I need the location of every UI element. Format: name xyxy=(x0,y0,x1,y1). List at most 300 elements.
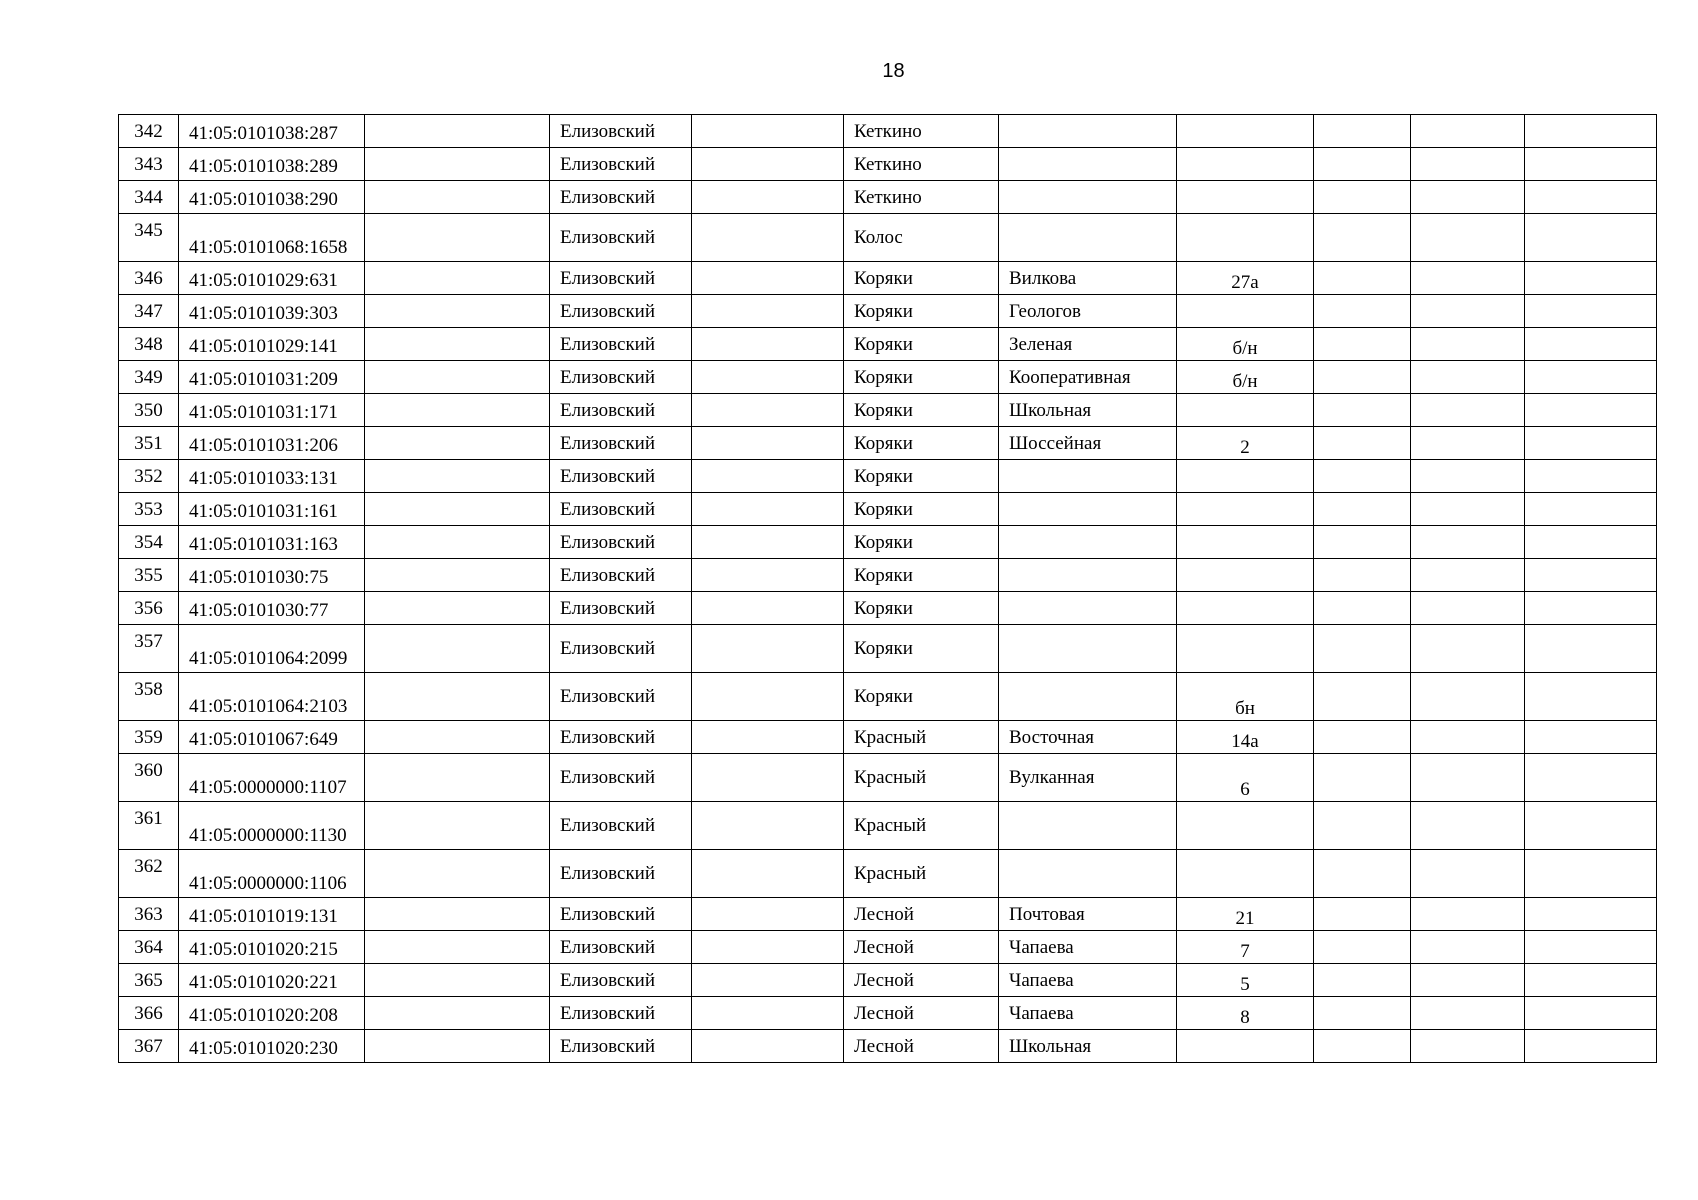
settlement-cell: Красный xyxy=(844,721,999,754)
empty-cell xyxy=(1314,295,1411,328)
row-number-cell: 342 xyxy=(119,115,179,148)
empty-cell xyxy=(1411,262,1525,295)
settlement-cell: Кеткино xyxy=(844,148,999,181)
empty-cell xyxy=(1411,1030,1525,1063)
empty-cell xyxy=(1525,493,1657,526)
cadastral-number-cell: 41:05:0101038:287 xyxy=(179,115,365,148)
empty-cell xyxy=(365,427,550,460)
empty-cell xyxy=(1525,361,1657,394)
table-row xyxy=(119,850,1657,898)
house-number-cell: б/н xyxy=(1177,328,1314,361)
empty-cell xyxy=(692,214,844,262)
settlement-cell: Коряки xyxy=(844,493,999,526)
empty-cell xyxy=(692,559,844,592)
empty-cell xyxy=(1525,997,1657,1030)
empty-cell xyxy=(1314,214,1411,262)
empty-cell xyxy=(1411,802,1525,850)
row-number-cell: 350 xyxy=(119,394,179,427)
row-number-cell: 352 xyxy=(119,460,179,493)
empty-cell xyxy=(692,625,844,673)
house-number-cell xyxy=(1177,493,1314,526)
street-cell: Школьная xyxy=(999,394,1177,427)
empty-cell xyxy=(692,673,844,721)
cadastral-number-cell: 41:05:0000000:1130 xyxy=(179,802,365,850)
street-cell: Шоссейная xyxy=(999,427,1177,460)
empty-cell xyxy=(1314,181,1411,214)
registry-table-body xyxy=(119,115,1657,1063)
empty-cell xyxy=(1525,559,1657,592)
district-cell: Елизовский xyxy=(550,802,692,850)
district-cell: Елизовский xyxy=(550,754,692,802)
empty-cell xyxy=(1525,328,1657,361)
settlement-cell: Коряки xyxy=(844,625,999,673)
table-row xyxy=(119,997,1657,1030)
table-row xyxy=(119,181,1657,214)
empty-cell xyxy=(1525,526,1657,559)
district-cell: Елизовский xyxy=(550,850,692,898)
row-number-cell: 345 xyxy=(119,214,179,262)
street-cell xyxy=(999,526,1177,559)
house-number-cell: 27а xyxy=(1177,262,1314,295)
table-row xyxy=(119,526,1657,559)
empty-cell xyxy=(1314,802,1411,850)
street-cell xyxy=(999,181,1177,214)
settlement-cell: Коряки xyxy=(844,427,999,460)
table-row xyxy=(119,361,1657,394)
empty-cell xyxy=(1525,964,1657,997)
empty-cell xyxy=(1525,625,1657,673)
settlement-cell: Красный xyxy=(844,802,999,850)
street-cell xyxy=(999,493,1177,526)
district-cell: Елизовский xyxy=(550,115,692,148)
row-number-cell: 357 xyxy=(119,625,179,673)
row-number-cell: 343 xyxy=(119,148,179,181)
table-row xyxy=(119,964,1657,997)
empty-cell xyxy=(692,997,844,1030)
empty-cell xyxy=(692,181,844,214)
settlement-cell: Лесной xyxy=(844,964,999,997)
empty-cell xyxy=(1314,526,1411,559)
empty-cell xyxy=(692,115,844,148)
settlement-cell: Кеткино xyxy=(844,181,999,214)
settlement-cell: Лесной xyxy=(844,997,999,1030)
empty-cell xyxy=(1525,721,1657,754)
settlement-cell: Коряки xyxy=(844,526,999,559)
empty-cell xyxy=(1525,754,1657,802)
empty-cell xyxy=(692,427,844,460)
empty-cell xyxy=(1411,427,1525,460)
row-number-cell: 356 xyxy=(119,592,179,625)
row-number-cell: 344 xyxy=(119,181,179,214)
house-number-cell: б/н xyxy=(1177,361,1314,394)
empty-cell xyxy=(365,592,550,625)
settlement-cell: Кеткино xyxy=(844,115,999,148)
empty-cell xyxy=(365,115,550,148)
settlement-cell: Колос xyxy=(844,214,999,262)
cadastral-number-cell: 41:05:0101020:221 xyxy=(179,964,365,997)
cadastral-number-cell: 41:05:0101031:209 xyxy=(179,361,365,394)
empty-cell xyxy=(1314,898,1411,931)
street-cell xyxy=(999,673,1177,721)
empty-cell xyxy=(1525,1030,1657,1063)
settlement-cell: Коряки xyxy=(844,328,999,361)
empty-cell xyxy=(365,673,550,721)
settlement-cell: Коряки xyxy=(844,295,999,328)
street-cell: Чапаева xyxy=(999,997,1177,1030)
empty-cell xyxy=(1314,262,1411,295)
empty-cell xyxy=(1314,493,1411,526)
district-cell: Елизовский xyxy=(550,181,692,214)
table-row xyxy=(119,460,1657,493)
empty-cell xyxy=(692,394,844,427)
table-row xyxy=(119,328,1657,361)
district-cell: Елизовский xyxy=(550,997,692,1030)
settlement-cell: Коряки xyxy=(844,460,999,493)
empty-cell xyxy=(365,262,550,295)
house-number-cell xyxy=(1177,592,1314,625)
street-cell xyxy=(999,214,1177,262)
empty-cell xyxy=(365,394,550,427)
house-number-cell: 8 xyxy=(1177,997,1314,1030)
house-number-cell xyxy=(1177,394,1314,427)
empty-cell xyxy=(1525,931,1657,964)
settlement-cell: Коряки xyxy=(844,361,999,394)
cadastral-number-cell: 41:05:0101064:2103 xyxy=(179,673,365,721)
empty-cell xyxy=(1314,148,1411,181)
street-cell: Зеленая xyxy=(999,328,1177,361)
table-row xyxy=(119,427,1657,460)
empty-cell xyxy=(1411,754,1525,802)
empty-cell xyxy=(1411,460,1525,493)
house-number-cell: 21 xyxy=(1177,898,1314,931)
house-number-cell xyxy=(1177,526,1314,559)
district-cell: Елизовский xyxy=(550,295,692,328)
empty-cell xyxy=(1314,625,1411,673)
empty-cell xyxy=(692,592,844,625)
cadastral-number-cell: 41:05:0101031:163 xyxy=(179,526,365,559)
empty-cell xyxy=(1314,1030,1411,1063)
street-cell xyxy=(999,625,1177,673)
empty-cell xyxy=(692,262,844,295)
empty-cell xyxy=(1314,328,1411,361)
house-number-cell xyxy=(1177,802,1314,850)
empty-cell xyxy=(1411,148,1525,181)
cadastral-number-cell: 41:05:0000000:1106 xyxy=(179,850,365,898)
table-row xyxy=(119,214,1657,262)
street-cell: Восточная xyxy=(999,721,1177,754)
row-number-cell: 346 xyxy=(119,262,179,295)
cadastral-number-cell: 41:05:0101020:208 xyxy=(179,997,365,1030)
street-cell xyxy=(999,148,1177,181)
empty-cell xyxy=(1411,328,1525,361)
empty-cell xyxy=(1525,427,1657,460)
house-number-cell xyxy=(1177,214,1314,262)
empty-cell xyxy=(1314,460,1411,493)
row-number-cell: 355 xyxy=(119,559,179,592)
empty-cell xyxy=(1314,394,1411,427)
house-number-cell xyxy=(1177,625,1314,673)
district-cell: Елизовский xyxy=(550,625,692,673)
empty-cell xyxy=(1314,754,1411,802)
empty-cell xyxy=(1314,427,1411,460)
empty-cell xyxy=(692,1030,844,1063)
street-cell: Кооперативная xyxy=(999,361,1177,394)
table-row xyxy=(119,721,1657,754)
street-cell xyxy=(999,592,1177,625)
district-cell: Елизовский xyxy=(550,898,692,931)
empty-cell xyxy=(692,850,844,898)
empty-cell xyxy=(1525,394,1657,427)
street-cell: Чапаева xyxy=(999,931,1177,964)
table-row xyxy=(119,898,1657,931)
empty-cell xyxy=(365,460,550,493)
cadastral-number-cell: 41:05:0101020:215 xyxy=(179,931,365,964)
empty-cell xyxy=(1314,850,1411,898)
empty-cell xyxy=(692,964,844,997)
empty-cell xyxy=(1525,802,1657,850)
empty-cell xyxy=(1411,493,1525,526)
empty-cell xyxy=(1411,850,1525,898)
row-number-cell: 364 xyxy=(119,931,179,964)
empty-cell xyxy=(365,1030,550,1063)
empty-cell xyxy=(1411,214,1525,262)
street-cell xyxy=(999,850,1177,898)
street-cell: Геологов xyxy=(999,295,1177,328)
house-number-cell: 6 xyxy=(1177,754,1314,802)
cadastral-number-cell: 41:05:0101031:161 xyxy=(179,493,365,526)
empty-cell xyxy=(1525,262,1657,295)
row-number-cell: 366 xyxy=(119,997,179,1030)
row-number-cell: 362 xyxy=(119,850,179,898)
empty-cell xyxy=(365,559,550,592)
empty-cell xyxy=(1525,673,1657,721)
table-row xyxy=(119,802,1657,850)
empty-cell xyxy=(365,721,550,754)
empty-cell xyxy=(1314,673,1411,721)
house-number-cell: 2 xyxy=(1177,427,1314,460)
row-number-cell: 367 xyxy=(119,1030,179,1063)
district-cell: Елизовский xyxy=(550,394,692,427)
cadastral-number-cell: 41:05:0101030:75 xyxy=(179,559,365,592)
table-row xyxy=(119,115,1657,148)
cadastral-number-cell: 41:05:0101038:290 xyxy=(179,181,365,214)
house-number-cell xyxy=(1177,181,1314,214)
settlement-cell: Коряки xyxy=(844,673,999,721)
empty-cell xyxy=(1411,394,1525,427)
page-number: 18 xyxy=(882,60,905,82)
district-cell: Елизовский xyxy=(550,148,692,181)
street-cell: Школьная xyxy=(999,1030,1177,1063)
row-number-cell: 354 xyxy=(119,526,179,559)
empty-cell xyxy=(692,361,844,394)
cadastral-number-cell: 41:05:0101020:230 xyxy=(179,1030,365,1063)
cadastral-number-cell: 41:05:0101031:171 xyxy=(179,394,365,427)
empty-cell xyxy=(1314,721,1411,754)
empty-cell xyxy=(365,181,550,214)
street-cell: Вулканная xyxy=(999,754,1177,802)
table-row xyxy=(119,394,1657,427)
empty-cell xyxy=(1525,460,1657,493)
settlement-cell: Коряки xyxy=(844,592,999,625)
row-number-cell: 360 xyxy=(119,754,179,802)
empty-cell xyxy=(1411,115,1525,148)
empty-cell xyxy=(365,625,550,673)
house-number-cell: 14а xyxy=(1177,721,1314,754)
district-cell: Елизовский xyxy=(550,673,692,721)
settlement-cell: Красный xyxy=(844,754,999,802)
empty-cell xyxy=(1314,592,1411,625)
registry-table xyxy=(118,114,1657,1063)
empty-cell xyxy=(692,148,844,181)
table-row xyxy=(119,592,1657,625)
empty-cell xyxy=(1411,997,1525,1030)
empty-cell xyxy=(365,898,550,931)
district-cell: Елизовский xyxy=(550,1030,692,1063)
street-cell: Чапаева xyxy=(999,964,1177,997)
table-row xyxy=(119,148,1657,181)
house-number-cell xyxy=(1177,295,1314,328)
settlement-cell: Лесной xyxy=(844,931,999,964)
cadastral-number-cell: 41:05:0101068:1658 xyxy=(179,214,365,262)
district-cell: Елизовский xyxy=(550,361,692,394)
row-number-cell: 349 xyxy=(119,361,179,394)
empty-cell xyxy=(692,721,844,754)
empty-cell xyxy=(1525,850,1657,898)
empty-cell xyxy=(365,526,550,559)
empty-cell xyxy=(1314,997,1411,1030)
house-number-cell xyxy=(1177,559,1314,592)
house-number-cell: 5 xyxy=(1177,964,1314,997)
empty-cell xyxy=(365,493,550,526)
empty-cell xyxy=(1525,295,1657,328)
cadastral-number-cell: 41:05:0101030:77 xyxy=(179,592,365,625)
row-number-cell: 359 xyxy=(119,721,179,754)
district-cell: Елизовский xyxy=(550,214,692,262)
empty-cell xyxy=(365,964,550,997)
empty-cell xyxy=(692,526,844,559)
row-number-cell: 348 xyxy=(119,328,179,361)
empty-cell xyxy=(1314,115,1411,148)
table-row xyxy=(119,559,1657,592)
street-cell xyxy=(999,559,1177,592)
empty-cell xyxy=(1411,181,1525,214)
empty-cell xyxy=(692,754,844,802)
district-cell: Елизовский xyxy=(550,931,692,964)
empty-cell xyxy=(1314,931,1411,964)
empty-cell xyxy=(1411,295,1525,328)
table-row xyxy=(119,931,1657,964)
empty-cell xyxy=(692,460,844,493)
row-number-cell: 365 xyxy=(119,964,179,997)
empty-cell xyxy=(365,802,550,850)
empty-cell xyxy=(1314,964,1411,997)
empty-cell xyxy=(692,898,844,931)
settlement-cell: Коряки xyxy=(844,394,999,427)
row-number-cell: 347 xyxy=(119,295,179,328)
district-cell: Елизовский xyxy=(550,559,692,592)
district-cell: Елизовский xyxy=(550,427,692,460)
empty-cell xyxy=(365,361,550,394)
cadastral-number-cell: 41:05:0101064:2099 xyxy=(179,625,365,673)
empty-cell xyxy=(1525,115,1657,148)
empty-cell xyxy=(365,328,550,361)
district-cell: Елизовский xyxy=(550,493,692,526)
empty-cell xyxy=(692,493,844,526)
street-cell xyxy=(999,802,1177,850)
empty-cell xyxy=(1411,592,1525,625)
empty-cell xyxy=(365,931,550,964)
empty-cell xyxy=(365,148,550,181)
cadastral-number-cell: 41:05:0101038:289 xyxy=(179,148,365,181)
row-number-cell: 363 xyxy=(119,898,179,931)
empty-cell xyxy=(1525,214,1657,262)
district-cell: Елизовский xyxy=(550,526,692,559)
empty-cell xyxy=(365,754,550,802)
empty-cell xyxy=(1411,361,1525,394)
table-row xyxy=(119,673,1657,721)
house-number-cell xyxy=(1177,460,1314,493)
district-cell: Елизовский xyxy=(550,592,692,625)
empty-cell xyxy=(365,997,550,1030)
empty-cell xyxy=(692,931,844,964)
district-cell: Елизовский xyxy=(550,964,692,997)
district-cell: Елизовский xyxy=(550,328,692,361)
settlement-cell: Лесной xyxy=(844,898,999,931)
empty-cell xyxy=(1525,898,1657,931)
empty-cell xyxy=(1411,964,1525,997)
street-cell xyxy=(999,115,1177,148)
empty-cell xyxy=(1314,361,1411,394)
empty-cell xyxy=(1525,592,1657,625)
street-cell: Вилкова xyxy=(999,262,1177,295)
settlement-cell: Коряки xyxy=(844,559,999,592)
cadastral-number-cell: 41:05:0101029:631 xyxy=(179,262,365,295)
empty-cell xyxy=(1411,721,1525,754)
settlement-cell: Коряки xyxy=(844,262,999,295)
empty-cell xyxy=(365,850,550,898)
empty-cell xyxy=(1411,673,1525,721)
row-number-cell: 358 xyxy=(119,673,179,721)
district-cell: Елизовский xyxy=(550,721,692,754)
settlement-cell: Лесной xyxy=(844,1030,999,1063)
cadastral-number-cell: 41:05:0101029:141 xyxy=(179,328,365,361)
empty-cell xyxy=(692,802,844,850)
empty-cell xyxy=(1411,559,1525,592)
empty-cell xyxy=(1411,526,1525,559)
house-number-cell xyxy=(1177,148,1314,181)
empty-cell xyxy=(365,295,550,328)
settlement-cell: Красный xyxy=(844,850,999,898)
table-row xyxy=(119,493,1657,526)
cadastral-number-cell: 41:05:0101031:206 xyxy=(179,427,365,460)
cadastral-number-cell: 41:05:0101033:131 xyxy=(179,460,365,493)
empty-cell xyxy=(1411,898,1525,931)
empty-cell xyxy=(1525,148,1657,181)
cadastral-number-cell: 41:05:0101019:131 xyxy=(179,898,365,931)
empty-cell xyxy=(365,214,550,262)
district-cell: Елизовский xyxy=(550,262,692,295)
row-number-cell: 361 xyxy=(119,802,179,850)
empty-cell xyxy=(1314,559,1411,592)
cadastral-number-cell: 41:05:0101039:303 xyxy=(179,295,365,328)
empty-cell xyxy=(1411,931,1525,964)
table-row xyxy=(119,1030,1657,1063)
district-cell: Елизовский xyxy=(550,460,692,493)
empty-cell xyxy=(692,295,844,328)
house-number-cell xyxy=(1177,850,1314,898)
house-number-cell: бн xyxy=(1177,673,1314,721)
table-row xyxy=(119,262,1657,295)
